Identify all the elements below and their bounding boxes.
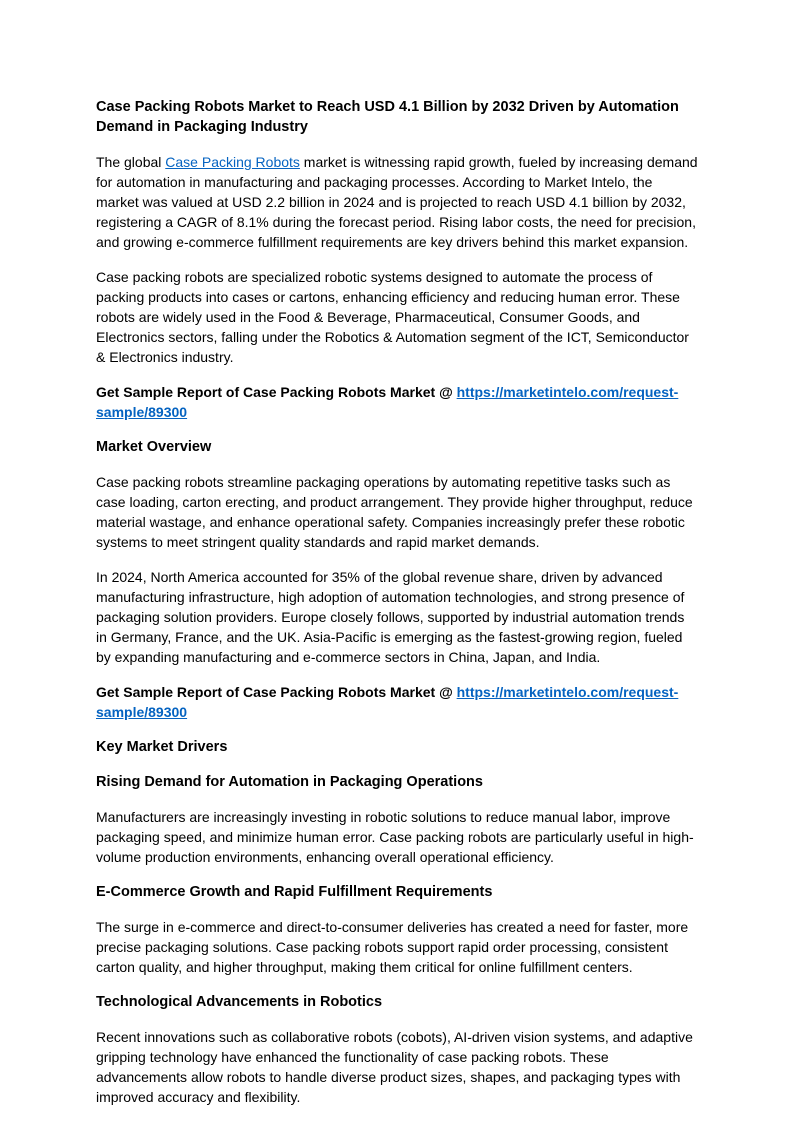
intro-paragraph	[96, 152, 698, 252]
sample-report-cta-label: Get Sample Report of Case Packing Robots Market @	[96, 684, 457, 700]
sample-report-cta	[96, 382, 698, 422]
driver-1-heading: Rising Demand for Automation in Packaging Operations	[96, 774, 483, 790]
case-packing-robots-link[interactable]: Case Packing Robots	[165, 154, 300, 170]
driver-3-heading: Technological Advancements in Robotics	[96, 994, 383, 1010]
sample-report-cta-label: Get Sample Report of Case Packing Robots Market @	[96, 384, 457, 400]
driver-1-paragraph: Manufacturers are increasingly investing in robotic solutions to reduce manual labor, improve packaging speed, and minimize human error. Case packing robots are particularly useful in high-volume production environments, enhancing overall operational efficiency.	[96, 809, 694, 865]
driver-2-heading: E-Commerce Growth and Rapid Fulfillment Requirements	[96, 884, 493, 900]
market-overview-paragraph-2: In 2024, North America accounted for 35% of the global revenue share, driven by advanced manufacturing infrastructure, high adoption of automation technologies, and strong presence of packaging solution providers. Europe closely follows, supported by industrial automation trends in Germany, France, and the UK. Asia-Pacific is emerging as the fastest-growing region, fueled by expanding manufacturing and e-commerce sectors in China, Japan, and India.	[96, 569, 685, 665]
intro-text-before-link: The global	[96, 154, 166, 170]
market-overview-paragraph-1: Case packing robots streamline packaging operations by automating repetitive tasks such as case loading, carton erecting, and product arrangement. They provide higher throughput, reduce material wastage, and enhance operational safety. Companies increasingly prefer these robotic systems to meet stringent quality standards and rapid market demands.	[96, 474, 693, 550]
sample-report-link[interactable]: https://marketintelo.com/request-sample/89300	[96, 384, 679, 420]
key-market-drivers-heading: Key Market Drivers	[96, 739, 228, 755]
driver-3-paragraph: Recent innovations such as collaborative robots (cobots), AI-driven vision systems, and adaptive gripping technology have enhanced the functionality of case packing robots. These advancements allow robots to handle diverse product sizes, shapes, and packaging types with improved accuracy and flexibility.	[96, 1029, 693, 1105]
intro-text-after-link: market is witnessing rapid growth, fueled by increasing demand for automation in manufacturing and packaging processes. According to Market Intelo, the market was valued at USD 2.2 billion in 2024 and is projected to reach USD 4.1 billion by 2032, registering a CAGR of 8.1% during the forecast period. Rising labor costs, the need for precision, and growing e-commerce fulfillment requirements are key drivers behind this market expansion.	[96, 154, 698, 250]
driver-2-paragraph: The surge in e-commerce and direct-to-consumer deliveries has created a need for faster, more precise packaging solutions. Case packing robots support rapid order processing, consistent carton quality, and higher throughput, making them critical for online fulfillment centers.	[96, 919, 689, 975]
sample-report-link[interactable]: https://marketintelo.com/request-sample/89300	[96, 684, 679, 720]
article-title: Case Packing Robots Market to Reach USD 4.1 Billion by 2032 Driven by Automation Demand in Packaging Industry	[96, 99, 679, 135]
market-overview-heading: Market Overview	[96, 439, 212, 455]
description-paragraph: Case packing robots are specialized robotic systems designed to automate the process of packing products into cases or cartons, enhancing efficiency and reducing human error. These robots are widely used in the Food & Beverage, Pharmaceutical, Consumer Goods, and Electronics sectors, falling under the Robotics & Automation segment of the ICT, Semiconductor & Electronics industry.	[96, 269, 689, 365]
document-body	[96, 97, 698, 1107]
sample-report-cta-repeat	[96, 682, 698, 722]
